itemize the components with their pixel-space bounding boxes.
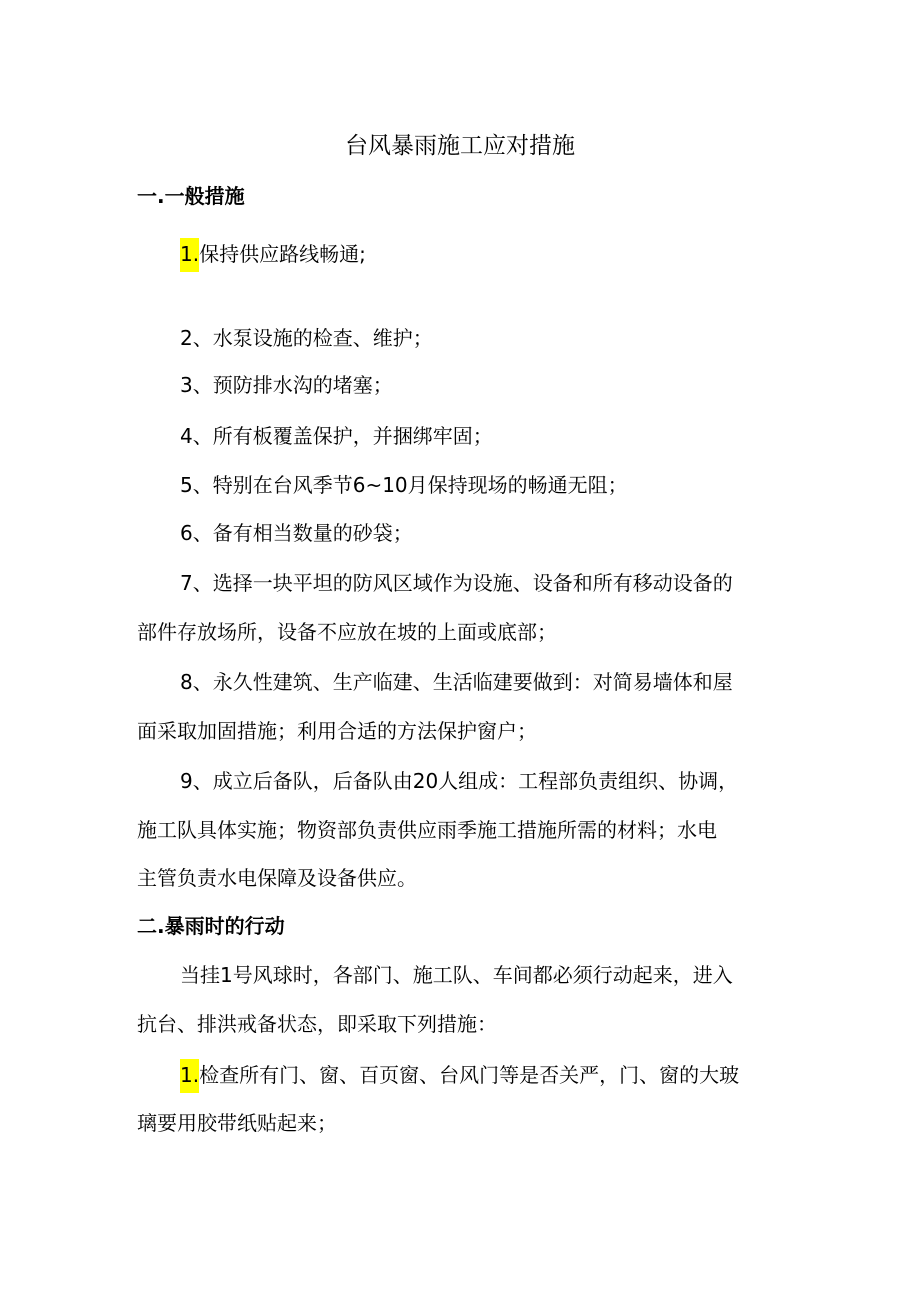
- list-item-6: 6、备有相当数量的砂袋；: [180, 521, 413, 545]
- list-item-9-line-3: 主管负责水电保障及设备供应。: [137, 866, 417, 890]
- list-item-1: [180, 236, 366, 272]
- list-item-7-line-1: 7、选择一块平坦的防风区域作为设施、设备和所有移动设备的: [180, 571, 733, 595]
- list-item-9-line-2: 施工队具体实施；物资部负责供应雨季施工措施所需的材料；水电: [137, 818, 717, 842]
- list-item-7-line-2: 部件存放场所，设备不应放在坡的上面或底部；: [137, 620, 557, 644]
- list-item-3: 3、预防排水沟的堵塞；: [180, 373, 393, 397]
- document-title: 台风暴雨施工应对措施: [345, 133, 575, 159]
- action-item-1-line-1: [180, 1057, 739, 1093]
- section-intro-line-2: 抗台、排洪戒备状态，即采取下列措施：: [137, 1012, 497, 1036]
- section-heading-general-measures: 一.一般措施: [137, 184, 245, 208]
- list-item-4: 4、所有板覆盖保护，并捆绑牢固；: [180, 424, 493, 448]
- section-heading-rainstorm-actions: 二.暴雨时的行动: [137, 914, 285, 938]
- action-item-text: 检查所有门、窗、百页窗、台风门等是否关严，门、窗的大玻: [199, 1063, 740, 1087]
- highlighted-number: 1.: [180, 1059, 199, 1093]
- list-item-8-line-1: 8、永久性建筑、生产临建、生活临建要做到：对简易墙体和屋: [180, 670, 733, 694]
- section-intro-line-1: 当挂1号风球时，各部门、施工队、车间都必须行动起来，进入: [180, 963, 733, 987]
- list-item-9-line-1: 9、成立后备队，后备队由20人组成：工程部负责组织、协调，: [180, 769, 739, 793]
- list-item-text: 保持供应路线畅通;: [199, 242, 366, 266]
- action-item-1-line-2: 璃要用胶带纸贴起来；: [137, 1111, 337, 1135]
- highlighted-number: 1.: [180, 238, 199, 272]
- list-item-5: 5、特别在台风季节6~10月保持现场的畅通无阻；: [180, 473, 628, 497]
- list-item-8-line-2: 面采取加固措施；利用合适的方法保护窗户；: [137, 719, 537, 743]
- list-item-2: 2、水泵设施的检查、维护；: [180, 326, 433, 350]
